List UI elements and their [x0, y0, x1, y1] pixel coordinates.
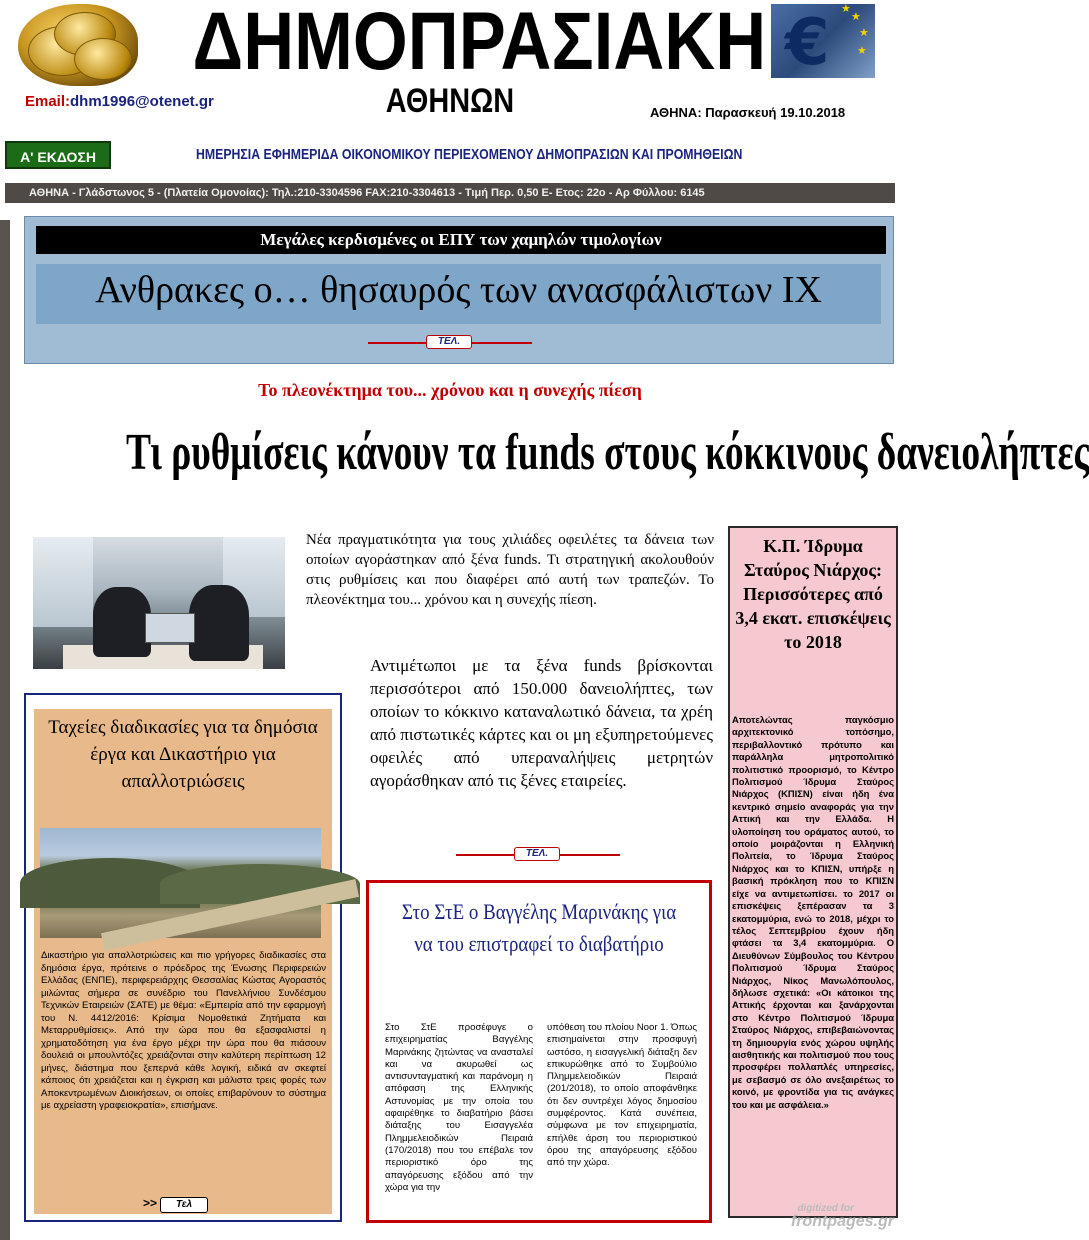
office-meeting-photo: [33, 537, 285, 669]
banner-tel-badge: ΤΕΛ.: [426, 335, 472, 349]
right-story-headline[interactable]: Κ.Π. Ίδρυμα Σταύρος Νιάρχος: Περισσότερες από 3,4 εκατ. επισκέψεις το 2018: [735, 536, 891, 652]
right-story-body: Αποτελώντας παγκόσμιο αρχιτεκτονικό τοπόσημο, περιβαλλοντικό πρότυπο και παράλληλα μητροπολιτικό πολιτιστικό προορισμό, το Κέντρο Πολιτισμού Ίδρυμα Σταύρος Νιάρχος (ΚΠΙΣΝ) είναι ήδη ένα κεντρικό σημείο αναφοράς για την Αττική και την Ελλάδα. Η υλοποίηση του οράματος αυτού, το οποίο μοιράζονται η Ελληνική Πολιτεία, το Ίδρυμα Σταύρος Νιάρχος και το ΚΠΙΣΝ, υπήρξε η βασική πρόκληση που το ΚΠΙΣΝ είχε να αντιμετωπίσει. το 2017 οι επισκέψεις ξεπέρασαν τα 3 εκατομμύρια, ενώ το 2018, μέχρι το τέλος Σεπτεμβρίου έχουν ήδη φτάσει τα 3,4 εκατομμύρια. Ο Διευθύνων Σύμβουλος του Κέντρου Πολιτισμού Ίδρυμα Σταύρος Νιάρχος, Νίκος Μανωλόπουλος, δήλωσε σχετικά: «Οι κάτοικοι της Αττικής έρχονται και ξανάρχονται στο Κέντρο Πολιτισμού Ίδρυμα Σταύρος Νιάρχος, επιβεβαιώνοντας τη δημιουργία ενός χώρου υψηλής αισθητικής και πολιτισμού που τους προσφέρει πολλαπλές υπηρεσίες, με σεβασμό σε όλο ανεξαιρέτως το κοινό, με φροντίδα για τις ανάγκες του και με ασφάλεια.»: [732, 714, 894, 1110]
watermark-large: frontpages.gr: [790, 1213, 894, 1230]
masthead-title: ΔΗΜΟΠΡΑΣΙΑΚΗ: [192, 0, 767, 87]
euro-icon: €: [785, 6, 830, 80]
tagline: ΗΜΕΡΗΣΙΑ ΕΦΗΜΕΡΙΔΑ ΟΙΚΟΝΟΜΙΚΟΥ ΠΕΡΙΕΧΟΜΕΝΟΥ ΔΗΜΟΠΡΑΣΙΩΝ ΚΑΙ ΠΡΟΜΗΘΕΙΩΝ: [196, 146, 743, 163]
euro-sign-image: € ★ ★ ★ ★: [771, 4, 875, 78]
main-story-lead: Νέα πραγματικότητα για τους χιλιάδες οφειλέτες τα δάνεια των οποίων αγοράστηκαν από ξένα funds. Τι στρατηγική ακολουθούν στις ρυθμίσεις και που διαφέρει από αυτή των τραπεζών. Το πλεονέκτημα του... χρόνου και η συνεχής πίεση.: [306, 532, 714, 608]
banner-kicker: Μεγάλες κερδισμένες οι ΕΠΥ των χαμηλών τιμολογίων: [36, 226, 886, 254]
main-tel-badge: ΤΕΛ.: [514, 847, 560, 861]
left-divider: [0, 220, 10, 1240]
left-tel-marker: [143, 1194, 208, 1213]
center-story-headline[interactable]: Στο ΣτΕ ο Βαγγέλης Μαρινάκης για να του επιστραφεί το διαβατήριο: [401, 899, 677, 956]
email-label: Email:: [25, 93, 71, 110]
double-arrow-icon: >>: [143, 1196, 158, 1210]
main-story-kicker: Το πλεονέκτημα του... χρόνου και η συνεχής πίεση: [258, 380, 642, 400]
center-story-column-1: Στο ΣτΕ προσέφυγε ο επιχειρηματίας Βαγγέλης Μαρινάκης ζητώντας να ανασταλεί και να ακυρωθεί ως αντισυνταγματική και παράνομη η απόφαση της Ελληνικής Αστυνομίας με την οποία του αφαιρέθηκε το διαβατήριο βάσει διάταξης του Εισαγγελέα Πλημμελειοδικών Πειραιά (170/2018) που του επέβαλε τον περιοριστικό όρο της απαγόρευσης εξόδου από την χώρα για την: [385, 1022, 533, 1193]
edition-badge: Α' ΕΚΔΟΣΗ: [5, 141, 111, 169]
center-story-column-2: υπόθεση του πλοίου Noor 1. Όπως επισημαίνεται στην προσφυγή ωστόσο, η εισαγγελική διάταξη δεν επικυρώθηκε από το Συμβούλιο Πλημμελειοδικών Πειραιά (201/2018), το οποίο αποφάνθηκε ότι δεν συντρέχει λόγος δημοσίου συμφέροντος. Κατά συνέπεια, σύμφωνα με τον επιχειρηματία, επήλθε άρση του περιοριστικού όρου της απαγόρευσης εξόδου από την χώρα.: [547, 1022, 697, 1169]
main-story-body: Αντιμέτωποι με τα ξένα funds βρίσκονται περισσότεροι από 150.000 δανειολήπτες, των οποίων το κόκκινο καταναλωτικό δάνεια, τα χρέη από πιστωτικές κάρτες και οι μη εξυπηρετούμενες οφειλές από υπεραναλήψεις μετρητών αγοράσθηκαν από τις ξένες εταιρείες.: [370, 656, 713, 790]
banner-headline[interactable]: Ανθρακες ο… θησαυρός των ανασφάλιστων ΙΧ: [36, 264, 881, 324]
info-bar: ΑΘΗΝΑ - Γλάδστωνος 5 - (Πλατεία Ομονοίας): Τηλ.:210-3304596 FAX:210-3304613 - Τιμή Περ. 0,50 Ε- Ετος: 22ο - Αρ Φύλλου: 6145: [5, 183, 895, 203]
watermark-small: digitized for: [797, 1203, 854, 1214]
dateline: ΑΘΗΝΑ: Παρασκευή 19.10.2018: [650, 105, 846, 120]
road-construction-photo: [40, 828, 321, 938]
main-story-headline[interactable]: Τι ρυθμίσεις κάνουν τα funds στους κόκκινους δανειολήπτες: [126, 424, 1089, 481]
email-line: [25, 93, 214, 110]
gold-coins-image: [18, 4, 138, 86]
left-tel-badge: Τελ: [160, 1197, 208, 1213]
left-story-headline[interactable]: Ταχείες διαδικασίες για τα δημόσια έργα και Δικαστήριο για απαλλοτριώσεις: [48, 717, 318, 792]
watermark: [776, 1204, 894, 1230]
masthead-subtitle: ΑΘΗΝΩΝ: [385, 82, 515, 120]
email-link[interactable]: dhm1996@otenet.gr: [70, 93, 214, 110]
left-story-body: Δικαστήριο για απαλλοτριώσεις και πιο γρήγορες διαδικασίες στα δημόσια έργα, πρότεινε ο πρόεδρος της Ένωσης Περιφερειών Ελλάδας (ΕΝΠΕ), περιφερειάρχης Θεσσαλίας Κώστας Αγοραστός μιλώντας σήμερα σε συνέδριο του Πανελλήνιου Συνδέσμου Τεχνικών Εταιρειών (ΣΑΤΕ) με θέμα: «Εμπειρία από την εφαρμογή του Ν. 4412/2016: Κρίσιμα Νομοθετικά Ζητήματα και Μεταρρυθμίσεις». Από την ώρα που θα εξασφαλιστεί η χρηματοδότηση για ένα έργο μέχρι την ώρα που θα πιάσουν δουλειά οι μπουλντόζες χρειάζονται στην καλύτερη περίπτωση 12 μήνες, διάστημα που ξεπερνά κάθε λογική, ειδικά αν σκεφτεί κάποιος ότι χρειάζεται και η έγκριση και μάλιστα τρεις φορές των Αποκεντρωμένων Διοικήσεων, οι οποίες επιβαρύνουν το σύστημα με αχρείαστη γραφειοκρατία», επισήμανε.: [41, 950, 326, 1111]
